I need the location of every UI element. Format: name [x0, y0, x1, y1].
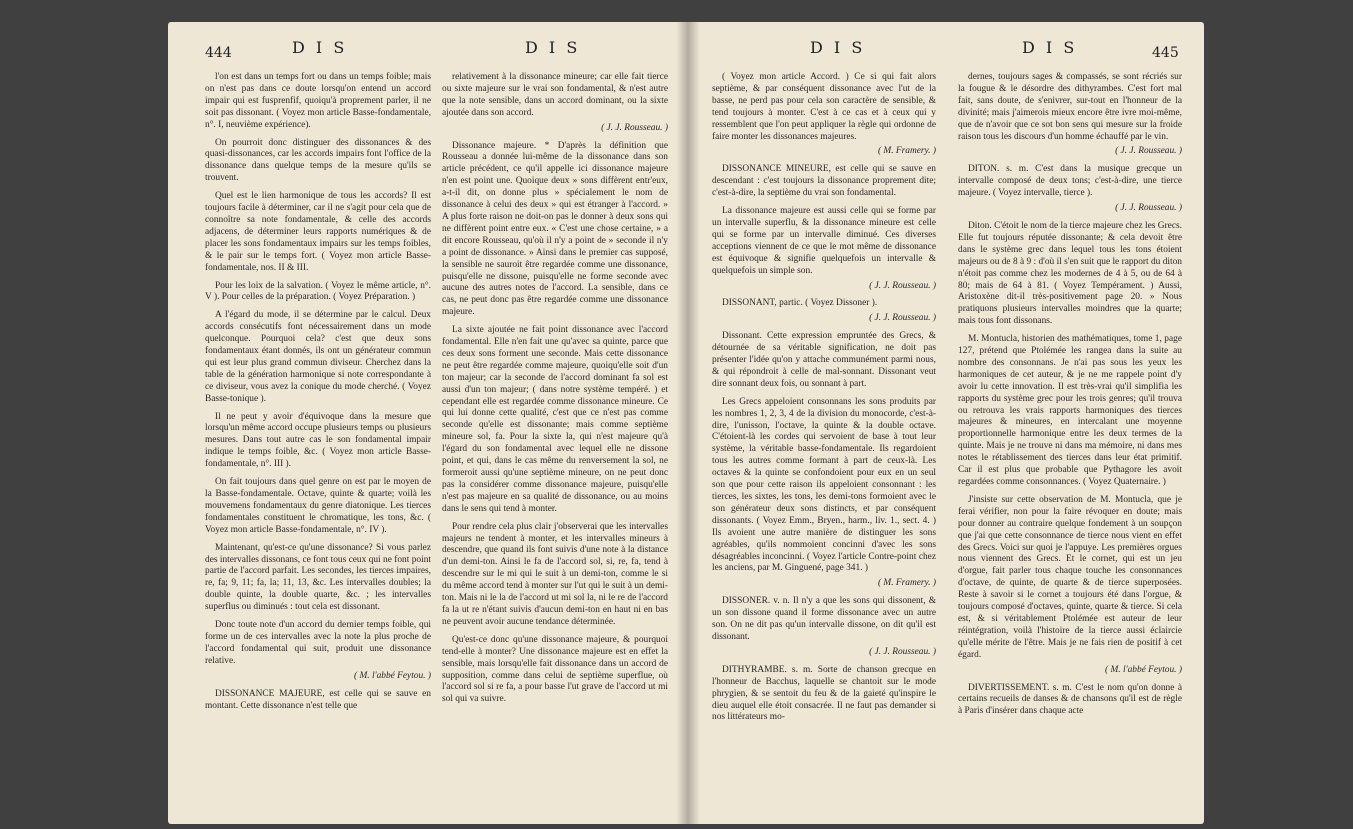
running-header-right-2: D I S	[1022, 38, 1078, 57]
paragraph: DISSONANCE MINEURE, est celle qui se sauve en descendant : c'est toujours la dissonance proprement dite; c'est-à-dire, la septième du vrai son fondamental.	[712, 164, 936, 199]
paragraph: ( Voyez mon article Accord. ) Ce si qui fait alors septième, & par conséquent dissonance avec l'ut de la basse, ne perd pas pour cela son caractère de sensible, & tend toujours à monter. C'est à ce cas et à ceux qui y ressemblent que l'on peut appliquer la règle qui ordonne de faire monter les dissonances majeures.	[712, 72, 936, 142]
paragraph: Dissonant. Cette expression empruntée des Grecs, & détournée de sa véritable signification, ne doit pas présenter l'idée qu'on y attache communément parmi nous, & qui répondroit à celle de mal-sonnant. Dissonant veut dire sonnant deux fois, ou sonnant à part.	[712, 331, 936, 389]
paragraph: Quel est le lien harmonique de tous les accords? Il est toujours facile à déterminer, car il ne s'agit pour cela que de connoître sa note fondamentale, & celle des accords adjacens, de déterminer leurs rapports numériques & de placer les sons fondamentaux impairs sur les temps foibles, & le pair sur le temps fort. ( Voyez mon article Basse-fondamentale, nos. II & III.	[205, 191, 431, 273]
attribution: ( M. Framery. )	[877, 578, 936, 589]
page-number-left: 444	[205, 45, 232, 61]
running-header-right-1: D I S	[810, 38, 866, 57]
left-column-2	[442, 72, 668, 712]
paragraph: Donc toute note d'un accord du dernier temps foible, qui forme un de ces intervalles avec la note la plus proche de l'accord fondamental qui suit, produit une dissonance relative.	[205, 620, 431, 666]
paragraph: DISSONER. v. n. Il n'y a que les sons qui dissonent, & un son dissone quand il forme dissonance avec un autre son. On ne dit pas qu'un intervalle dissone, on dit qu'il est dissonant.	[712, 596, 936, 642]
attribution: ( M. l'abbé Feytou. )	[1105, 664, 1182, 675]
paragraph: DITHYRAMBE. s. m. Sorte de chanson grecque en l'honneur de Bacchus, laquelle se chantoit sur le mode phrygien, & se sentoit du feu & de la gaieté qu'inspire le dieu auquel elle étoit consacrée. Il ne faut pas demander si nos littérateurs mo-	[712, 664, 936, 723]
entry-headword: DISSONANCE MAJEURE, est celle qui se sauve en montant. Cette dissonance n'est telle que	[205, 688, 431, 711]
attribution: ( J. J. Rousseau. )	[1115, 203, 1182, 214]
paragraph: La dissonance majeure est aussi celle qui se forme par un intervalle superflu, & la dissonance mineure est celle qui se forme par un intervalle diminué. Ces diverses acceptions viennent de ce que le mot même de dissonance est équivoque & signifie quelquefois un intervalle & quelquefois un simple son.	[712, 206, 936, 276]
attribution: ( J. J. Rousseau. )	[601, 122, 668, 133]
right-column-1	[712, 72, 936, 730]
entry-headword: DISSONANT, partic. ( Voyez Dissoner ).	[722, 298, 878, 309]
attribution: ( J. J. Rousseau. )	[869, 646, 936, 657]
paragraph: La sixte ajoutée ne fait point dissonance avec l'accord fondamental. Elle n'en fait une qu'avec sa quinte, parce que ces deux sons forment une seconde. Mais cette dissonance ne peut être regardée comme majeure, quoiqu'elle soit d'un ton majeur; car la seconde de l'accord dominant fa sol est aussi d'un ton majeur; ( dans notre système tempéré. ) et cependant elle est regardée comme dissonance mineure. Ce qui lui donne cette qualité, c'est que ce n'est pas comme seconde qu'elle est dissonante; mais comme septième mineure sol, fa. Pour la sixte la, qui n'est majeure qu'à l'égard du son fondamental avec lequel elle ne dissone point, et qui, dans le cas même du renversement la sol, ne formeroit aussi qu'une septième mineure, on ne peut donc pas la considérer comme dissonance majeure, puisqu'elle n'est pas majeure en sa qualité de dissonance, ou au moins dans le sens qui tend à monter.	[442, 325, 668, 514]
paragraph: M. Montucla, historien des mathématiques, tome 1, page 127, prétend que Ptolémée les rangea dans la suite au nombre des consonnans. Je n'ai pas sous les yeux les harmoniques de cet auteur, & je ne me rappele point d'y avoir lu cette innovation. Il est très-vrai qu'il simplifia les rapports du système grec pour les trois genres; qu'il trouva ou retrouva les vrais rapports harmoniques des tierces majeures & mineures, en intercalant une moyenne proportionnelle harmonique entre les deux termes de la quinte. Mais je ne trouve ni dans ma mémoire, ni dans mes notes le rétablissement des tierces dans leur état primitif. Car il est plus que probable que Pythagore les avoit regardées comme consonnances. ( Voyez Quaternaire. )	[958, 334, 1182, 487]
paragraph: Diton. C'étoit le nom de la tierce majeure chez les Grecs. Elle fut toujours réputée dissonante; & cela devoit être dans le système grec dans lequel tous les tons étoient majeurs ou de 8 à 9 : d'où il s'en suit que le rapport du diton n'étoit pas comme chez les modernes de 4 à 5, ou de 64 à 80; mais de 64 à 81. ( Voyez Tempérament. ) Aussi, Aristoxène dit-il très-positivement page 20. » Nous pratiquons plusieurs intervalles moindres que la quarte; mais tous font dissonans.	[958, 220, 1182, 327]
attribution: ( M. Framery. )	[877, 146, 936, 157]
paragraph: Les Grecs appeloient consonnans les sons produits par les nombres 1, 2, 3, 4 de la division du monocorde, c'est-à-dire, l'unisson, l'octave, la quinte & la double octave. C'étoient-là les cordes qui servoient de base à tout leur système, la véritable basse-fondamentale. Ils regardoient tous les autres comme formant à part de ceux-là. Les octaves & la quinte se confondoient pour eux en un seul son que pour cette raison ils appeloient consonnant : les tierces, les sixtes, les tons, les demi-tons formoient avec le son générateur deux sons distincts, et par conséquent dissonants. ( Voyez Emm., Bryen., harm., liv. 1., sect. 4. ) Ils avoient une autre manière de distinguer les sons agréables, qu'ils nommoient concinni d'avec les sons désagréables inconcinni. ( Voyez l'article Contre-point chez les anciens, par M. Ginguené, page 341. )	[712, 396, 936, 574]
running-header-left-1: D I S	[292, 38, 348, 57]
paragraph: J'insiste sur cette observation de M. Montucla, que je ferai vérifier, non pour la faire révoquer en doute; mais pour donner au contraire quelque fondement à un soupçon que j'ai que cette consonnance de tierce nous vient en effet des Grecs. Voici sur quoi je l'appuye. Les premières orgues nous viennent des Grecs. Et le cornet, qui est un jeu d'orgue, fait parler tous chaque touche les consonnances d'octave, de quinte, de quarte & de tierce superposées. Reste à savoir si le cornet a toujours été dans l'orgue, & toujours composé d'octaves, quinte, quarte & tierce. Si cela est, & si véritablement Ptolémée est auteur de leur réintégration, voilà l'histoire de la tierce aussi éclaircie qu'elle mérite de l'être. Mais je ne fais rien de positif à cet égard.	[958, 494, 1182, 660]
attribution: ( J. J. Rousseau. )	[1115, 146, 1182, 157]
running-header-left-2: D I S	[525, 38, 581, 57]
paragraph: Il ne peut y avoir d'équivoque dans la mesure que lorsqu'un même accord occupe plusieurs temps ou plusieurs mesures. Dans tout autre cas le son fondamental impair indique le temps foible, &c. ( Voyez mon article Basse-fondamentale, n°. III ).	[205, 411, 431, 470]
book-gutter	[676, 22, 700, 824]
paragraph: DITON. s. m. C'est dans la musique grecque un intervalle composé de deux tons; c'est-à-dire, une tierce majeure. ( Voyez intervalle, tierce ).	[958, 164, 1182, 199]
paragraph: Dissonance majeure. * D'après la définition que Rousseau a donnée lui-même de la dissonance dans son article précédent, ce qu'il appelle ici dissonance majeure n'en est point une. Quoique deux » sons diffèrent entr'eux, a-t-il dit, on donne plus » spécialement le nom de dissonance à celui des deux » qui est étranger à l'accord. » A plus forte raison ne doit-on pas le donner à deux sons qui ne diffèrent point entre eux. « C'est une chose certaine, » a dit encore Rousseau, qu'où il n'y a point de » seconde il n'y a point de dissonance. » Ainsi dans le premier cas supposé, la sensible ne sauroit être regardée comme une dissonance, puisqu'elle ne dissone, puisqu'elle ne forme seconde avec aucune des autres notes de l'accord. La sensible, dans ce cas, ne peut donc pas être regardée comme une dissonance majeure.	[442, 140, 668, 318]
left-column-1	[205, 72, 431, 718]
right-column-2	[958, 72, 1182, 724]
attribution: ( M. l'abbé Feytou. )	[354, 670, 431, 681]
paragraph: Maintenant, qu'est-ce qu'une dissonance? Si vous parlez des intervalles dissonans, ce font tous ceux qui ne font point partie de l'accord parfait. Les secondes, les tierces impaires, re, fa; 9, 11; fa, la; 11, 13, &c. Les intervalles doubles; la double quinte, la double quarte, &c. ; les intervalles superflus ou diminués : tout cela est dissonant.	[205, 542, 431, 613]
attribution: ( J. J. Rousseau. )	[869, 313, 936, 324]
attribution: ( J. J. Rousseau. )	[869, 280, 936, 291]
paragraph: Qu'est-ce donc qu'une dissonance majeure, & pourquoi tend-elle à monter? Une dissonance majeure est en effet la sensible, mais lorsqu'elle fait dissonance dans un accord de supposition, comme dans celui de septième superflue, où l'accord sol si re fa, a pour basse l'ut grave de l'accord ut mi sol qui va suivre.	[442, 634, 668, 705]
paragraph: A l'égard du mode, il se détermine par le calcul. Deux accords consécutifs font nécessairement dans un mode quelconque. Pourquoi cela? c'est que deux sons fondamentaux étant donnés, ils ont un générateur commun qui est leur plus grand commun diviseur. Cherchez dans la table de la génération harmonique si note correspondante à ce diviseur, vous avez la conique du mode cherché. ( Voyez Basse-tonique ).	[205, 310, 431, 404]
paragraph: DIVERTISSEMENT. s. m. C'est le nom qu'on donne à certains recueils de danses & de chansons qu'il est de règle à Paris d'insérer dans chaque acte	[958, 682, 1182, 717]
paragraph: Pour rendre cela plus clair j'observerai que les intervalles majeurs ne tendent à monter, et les intervalles mineurs à descendre, que quand ils font suivis d'une note à la distance d'un demi-ton. Ainsi le fa de l'accord sol, si, re, fa, tend à descendre sur le mi qui le suit à un demi-ton, comme le si du même accord tend à monter sur l'ut qui le suit à un demi-ton. Mais ni le la de l'accord ut mi sol la, ni le re de l'accord fa la ut re n'étant suivis d'aucun demi-ton en haut ni en bas ne peuvent avoir aucune tendance déterminée.	[442, 521, 668, 627]
paragraph: relativement à la dissonance mineure; car elle fait tierce ou sixte majeure sur le vrai son fondamental, & n'est autre que la note sensible, dans un accord dominant, ou la sixte ajoutée dans son accord.	[442, 72, 668, 118]
paragraph: On fait toujours dans quel genre on est par le moyen de la Basse-fondamentale. Octave, quinte & quarte; voilà les mouvemens fondamentaux du genre diatonique. Les tierces fondamentales constituent le chromatique, les tons, &c. ( Voyez mon article Basse-fondamentale, n°. IV ).	[205, 477, 431, 535]
paragraph: Pour les loix de la salvation. ( Voyez le même article, n°. V ). Pour celles de la préparation. ( Voyez Préparation. )	[205, 280, 431, 303]
paragraph: On pourroit donc distinguer des dissonances & des quasi-dissonances, car les accords impairs font l'office de la dissonance dans quelque temps de la mesure qu'ils se trouvent.	[205, 137, 431, 184]
page-number-right: 445	[1152, 45, 1179, 61]
paragraph: l'on est dans un temps fort ou dans un temps foible; mais on n'est pas dans ce doute lorsqu'on entend un accord impair qui est fusprenfif, quoiqu'à proprement parler, il ne soit pas dissonant. ( Voyez mon article Basse-fondamentale, n°. I, neuvième expérience).	[205, 72, 431, 130]
paragraph: dernes, toujours sages & compassés, se sont récriés sur la fougue & le désordre des dithyrambes. C'est fort mal fait, sans doute, de s'enivrer, sur-tout en l'honneur de la divinité; mais j'aimerois mieux encore être ivre moi-même, que de n'avoir que ce sot bon sens qui mesure sur la froide raison tous les discours d'un homme échauffé par le vin.	[958, 72, 1182, 142]
